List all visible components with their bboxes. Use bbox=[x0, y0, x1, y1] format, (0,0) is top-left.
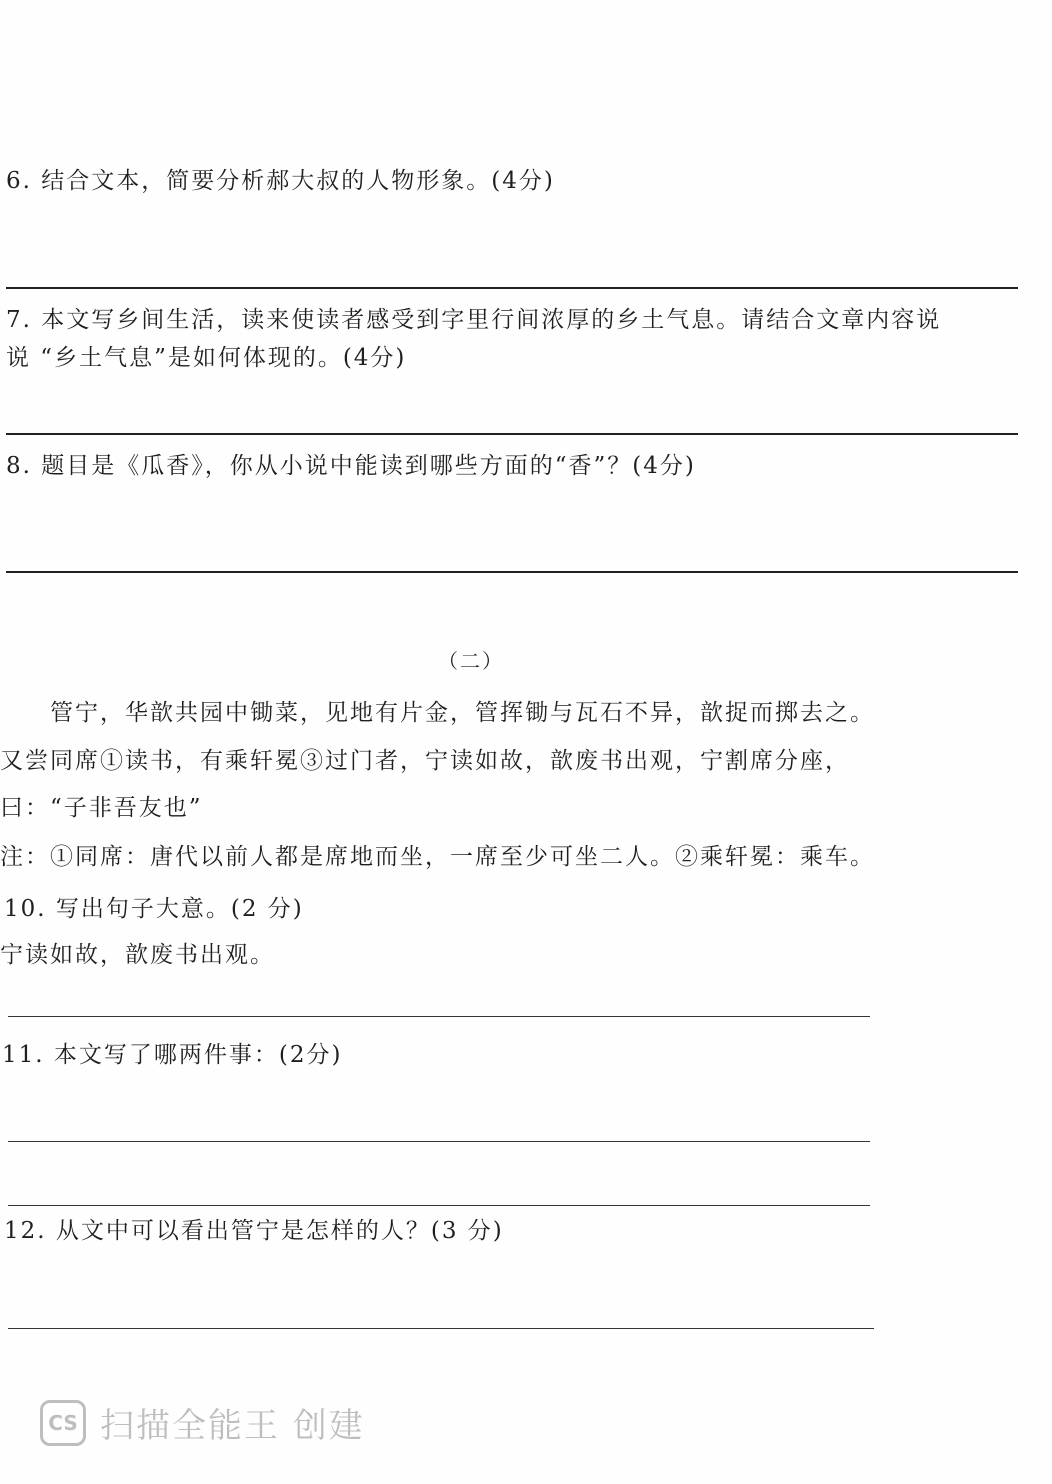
scanner-watermark bbox=[40, 1398, 365, 1447]
watermark-text: 扫描全能王 创建 bbox=[100, 1406, 365, 1446]
answer-line-10 bbox=[8, 1016, 870, 1017]
passage-line-1: 管宁，华歆共园中锄菜，见地有片金，管挥锄与瓦石不异，歆捉而掷去之。 bbox=[50, 700, 875, 726]
passage-line-2: 又尝同席①读书，有乘轩冕③过门者，宁读如故，歆废书出观，宁割席分座， bbox=[0, 748, 850, 774]
answer-line-8 bbox=[6, 571, 1018, 573]
question-7-line-1: 7. 本文写乡间生活，读来使读者感受到字里行间浓厚的乡土气息。请结合文章内容说 bbox=[6, 307, 942, 333]
question-7-line-2: 说 “乡土气息”是如何体现的。(4分) bbox=[6, 345, 407, 371]
question-10: 10. 写出句子大意。(2 分) bbox=[4, 896, 304, 922]
question-12: 12. 从文中可以看出管宁是怎样的人？(3 分) bbox=[4, 1218, 504, 1244]
question-11: 11. 本文写了哪两件事：(2分) bbox=[2, 1042, 343, 1068]
answer-line-12 bbox=[8, 1328, 874, 1329]
passage-line-3: 曰：“子非吾友也” bbox=[0, 795, 203, 821]
answer-line-11b bbox=[8, 1205, 870, 1206]
answer-line-7 bbox=[6, 433, 1018, 435]
annotation-note: 注：①同席：唐代以前人都是席地而坐，一席至少可坐二人。②乘轩冕：乘车。 bbox=[0, 844, 875, 870]
camscanner-logo-icon: CS bbox=[40, 1400, 86, 1446]
section-heading: （二） bbox=[438, 649, 504, 673]
question-6: 6. 结合文本，简要分析郝大叔的人物形象。(4分) bbox=[6, 168, 555, 194]
question-10-sentence: 宁读如故，歆废书出观。 bbox=[0, 942, 275, 968]
answer-line-6 bbox=[6, 287, 1018, 289]
question-8: 8. 题目是《瓜香》，你从小说中能读到哪些方面的“香”？(4分) bbox=[6, 453, 696, 479]
answer-line-11a bbox=[8, 1141, 870, 1142]
